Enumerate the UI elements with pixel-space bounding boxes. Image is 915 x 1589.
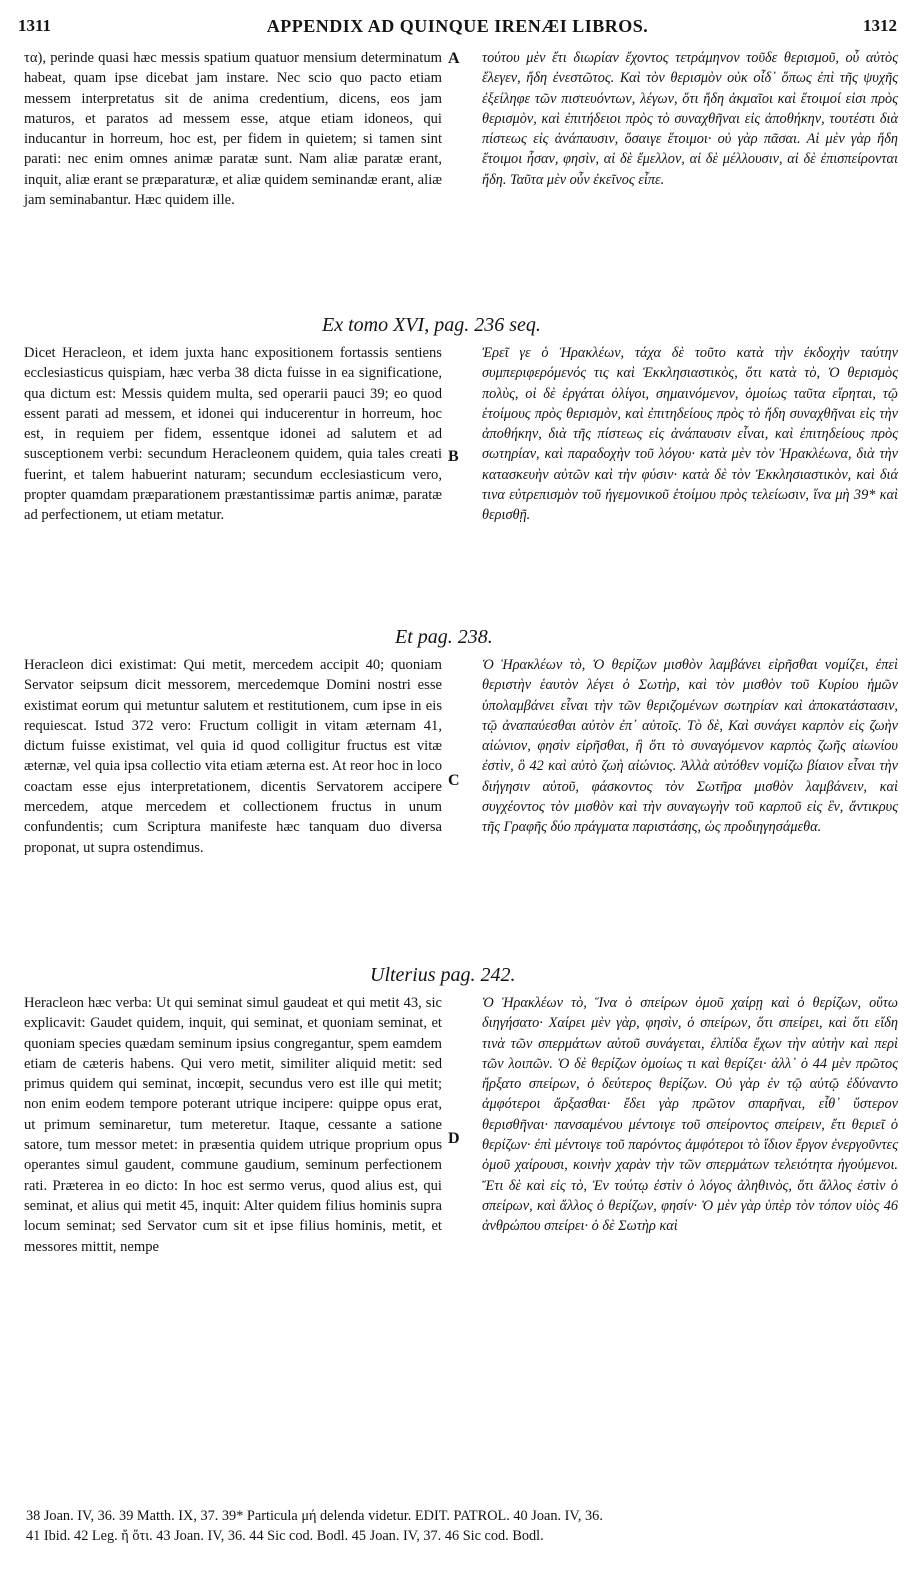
greek-paragraph-1: τούτου μὲν ἔτι διωρίαν ἔχοντος τετράμηνον τοῦδε θερισμοῦ, οὗ αὐτὸς ἔλεγεν, ἤδη ἐνεστῶτος. Καὶ τὸν θερισμὸν οὐκ οἶδ᾽ ὅπως ἐπὶ τῆς ψυχῆς ἐξείληφε τῶν πιστευόντων, λέγων, ὅτι ἤδη ἀκμαῖοι καὶ ἕτοιμοί εἰσι πρὸς θερισμὸν, καὶ ἐπιτήδειοι πρὸς τὸ συναχθῆναι εἰς ἀποθήκην, τουτέστι διὰ πίστεως εἰς ἀνάπαυσιν, ὅσαιγε ἕτοιμοι· οὐ γὰρ πᾶσαι. Αἱ μὲν γὰρ ἤδη ἕτοιμοι ἦσαν, φησὶν, αἱ δὲ ἔμελλον, αἱ δὲ μέλλουσιν, αἱ δὲ ἐπισπείρονται ἤδη. Ταῦτα μὲν οὖν ἐκεῖνος εἶπε. (482, 50, 898, 188)
latin-paragraph-4: Heracleon hæc verba: Ut qui seminat simul gaudeat et qui metit 43, sic explicavit: Gaudet quidem, inquit, qui seminat, et quoniam seminat, et quoniam species quædam seminum ipsius congregantur, spem eamdem etiam de cæteris habens. Qui vero metit, similiter aliquid metit: sed primus quidem qui seminat, incœpit, secundus vero est ille qui metit; non enim eodem tempore poterant utrique incipere: quippe opus erat, ut primum seminaretur, tum meteretur. Itaque, cessante a satione satore, tum messor metet: in præsentia quidem utrique proprium opus operantes simul gaudent, commune gaudium, seminum perfectionem rati. Præterea in eo dicto: In hoc est sermo verus, quod alius est, qui seminat, et alius qui metit 45, inquit: Alter quidem filius hominis supra locum seminat; sed Servator cum sit et ipse filius hominis, metit, et messores mittit, nempe (24, 995, 442, 1255)
section-heading-4: Ulterius pag. 242. (370, 964, 516, 986)
greek-paragraph-2: Ἐρεῖ γε ὁ Ἡρακλέων, τάχα δὲ τοῦτο κατὰ τὴν ἐκδοχὴν ταύτην συμπεριφερόμενός τις καὶ Ἐκκλησιαστικὸς, ὅτι κατὰ τὸ, Ὁ θερισμὸς πολὺς, οἱ δὲ ἐργάται ὀλίγοι, σημαινόμενον, ὁμοίως ταῦτα εἴρηται, τῷ ἑτοίμους πρὸς θερισμὸν, καὶ ἐπιτηδείους πρὸς τὸ ἤδη συναχθῆναι εἰς τὴν ἀποθήκην, διὰ τῆς πίστεως εἰς ἀνάπαυσιν εἶναι, καὶ ἐπιτηδείους πρὸς σωτηρίαν, καὶ παραδοχὴν τοῦ λόγου· κατὰ μὲν τὸν Ἡρακλέωνα, διὰ τὴν κατασκευὴν αὐτῶν καὶ τὴν φύσιν· κατὰ δὲ τὸν Ἐκκλησιαστικὸν, καὶ διά τινα εὐτρεπισμὸν τοῦ ἡγεμονικοῦ ἑτοίμου πρὸς τελείωσιν, ἵνα μὴ 39* καὶ θερισθῇ. (482, 345, 898, 524)
latin-paragraph-2: Dicet Heracleon, et idem juxta hanc expositionem fortassis sentiens ecclesiasticus quispiam, hæc verba 38 dicta fuisse in ea significatione, qua dictum est: Messis quidem multa, sed operarii pauci 39; eo quod essent parati ad messem, et idonei qui inducerentur in horreum, hoc est, in requiem per fidem, essentque idonei ad salutem et ad susceptionem verbi: secundum Heracleonem quidem, quia tales creati fuerint, et talem habuerint naturam; secundum ecclesiasticum vero, propter quamdam præparationem præstantissimæ partis animæ, paratæ ad perfectionem, ut etiam metatur. (24, 345, 442, 524)
page-number-right: 1312 (863, 16, 897, 35)
greek-paragraph-3: Ὁ Ἡρακλέων τὸ, Ὁ θερίζων μισθὸν λαμβάνει εἰρῆσθαι νομίζει, ἐπεὶ θεριστὴν ἑαυτὸν λέγει ὁ Σωτὴρ, καὶ τὸν μισθὸν τοῦ Κυρίου ἡμῶν ὑπολαμβάνει εἶναι τὴν τῶν θεριζομένων σωτηρίαν καὶ ἀποκατάστασιν, τῷ ἀναπαύεσθαι αὐτὸν ἐπ᾽ αὐτοῖς. Τὸ δὲ, Καὶ συνάγει καρπὸν εἰς ζωὴν αἰώνιον, φησὶν εἰρῆσθαι, ἢ ὅτι τὸ συναγόμενον καρπὸς ζωῆς αἰωνίου ἐστὶν, ὃ 42 καὶ αὐτὸ ζωὴ αἰώνιος. Ἀλλὰ αὐτόθεν νομίζω βίαιον εἶναι τὴν διήγησιν αὐτοῦ, φάσκοντος τὸν Σωτῆρα μισθὸν λαμβάνειν, καὶ συγχέοντος τὸν μισθὸν καὶ τὴν συναγωγὴν τοῦ καρποῦ εἰς ἓν, ἄντικρυς τῆς Γραφῆς δύο πράγματα παριστάσης, ὡς προδιηγησάμεθα. (482, 657, 898, 836)
footnotes (26, 1506, 896, 1546)
margin-marker-b: B (448, 448, 459, 465)
margin-marker-c: C (448, 772, 460, 789)
running-title: APPENDIX AD QUINQUE IRENÆI LIBROS. (266, 16, 649, 36)
section-heading-3: Et pag. 238. (395, 626, 493, 648)
footnote-line-1: 38 Joan. IV, 36. 39 Matth. IX, 37. 39* Particula μή delenda videtur. EDIT. PATROL. 40 Joan. IV, 36. (26, 1508, 603, 1524)
latin-paragraph-3: Heracleon dici existimat: Qui metit, mercedem accipit 40; quoniam Servator seipsum dicit messorem, mercedemque Domini nostri esse existimat eorum qui metuntur salutem et restitutionem, cum ipse in eis requiescat. Istud 372 vero: Fructum colligit in vitam æternam 41, dictum fuisse existimat, vel quia id quod colligitur fructus est vitæ æternæ, vel quia ipsa collectio vita etiam æterna est. At reor hoc in loco coactam esse ejus interpretationem, dicentis Servatorem accipere mercedem, atque mercedem et collectionem fructus in unum confundentis; cum Scriptura manifeste hæc tanquam duo diversa proponat, ut supra ostendimus. (24, 657, 442, 856)
section-heading-2: Ex tomo XVI, pag. 236 seq. (322, 314, 541, 336)
running-header (18, 16, 897, 40)
greek-paragraph-4: Ὁ Ἡρακλέων τὸ, Ἵνα ὁ σπείρων ὁμοῦ χαίρῃ καὶ ὁ θερίζων, οὕτω διηγήσατο· Χαίρει μὲν γὰρ, φησὶν, ὁ σπείρων, ὅτι σπείρει, καὶ ὅτι εἴδη τινὰ τῶν σπερμάτων αὐτοῦ συνάγεται, ἐλπίδα ἔχων τὴν αὐτὴν καὶ περὶ τῶν λοιπῶν. Ὁ δὲ θερίζων ὁμοίως τι καὶ θερίζει· ἀλλ᾽ ὁ 44 μὲν πρῶτος ἤρξατο σπείρων, ὁ δεύτερος θερίζων. Οὐ γὰρ ἐν τῷ αὐτῷ ἐδύναντο ἀμφότεροι ἄρξασθαι· ἔδει γὰρ πρῶτον σπαρῆναι, εἶθ᾽ ὕστερον θερισθῆναι· πανσαμένου μέντοιγε τοῦ σπείροντος σπείρειν, ἔτι θεριεῖ ὁ θερίζων· ἐπὶ μέντοιγε τοῦ παρόντος ἀμφότεροι τὸ ἴδιον ἔργον ἐνεργοῦντες ὁμοῦ χαίρουσι, κοινὴν χαρὰν τὴν τῶν σπερμάτων τελειότητα ἡγούμενοι. Ἔτι δὲ καὶ εἰς τὸ, Ἐν τούτῳ ἐστὶν ὁ λόγος ἀληθινὸς, ὅτι ἄλλος ἐστὶν ὁ σπείρων, καὶ ἄλλος ὁ θερίζων, φησίν· Ὁ μὲν γὰρ ὑπὲρ τὸν τόπον υἱὸς 46 ἀνθρώπου σπείρει· ὁ δὲ Σωτὴρ καὶ (482, 995, 898, 1235)
page-number-left: 1311 (18, 16, 52, 35)
margin-marker-d: D (448, 1130, 460, 1147)
margin-marker-a: A (448, 50, 460, 67)
footnote-line-2: 41 Ibid. 42 Leg. ἤ ὅτι. 43 Joan. IV, 36. 44 Sic cod. Bodl. 45 Joan. IV, 37. 46 Sic cod. Bodl. (26, 1528, 544, 1544)
latin-paragraph-1: τα), perinde quasi hæc messis spatium quatuor mensium determinatum habeat, quam ipse dicebat jam instare. Nec scio quo pacto etiam messem interpretatus sit de anima credentium, dicens, eos jam maturos, et paratos ad messem esse, atque etiam idoneos, qui inducantur in horreum, hoc est, per fidem in quietem; si tamen sint parati: nec enim omnes animæ paratæ sunt. Nam aliæ paratæ erant, inquit, aliæ erant se præparaturæ, et aliæ quidem seminandæ erant, aliæ jam seminabantur. Hæc quidem ille. (24, 50, 442, 209)
